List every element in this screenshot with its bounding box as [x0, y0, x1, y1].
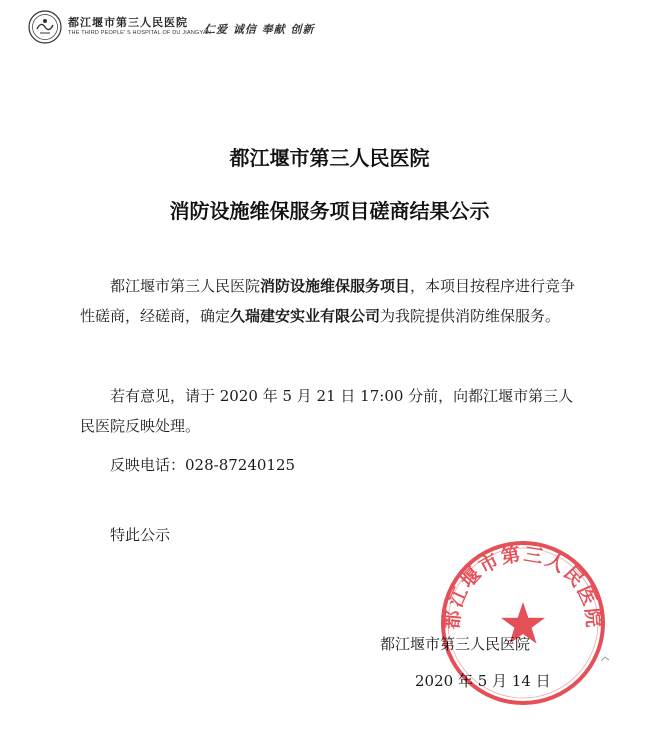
- signature-org: 都江堰市第三人民医院: [380, 635, 531, 653]
- seal-star-icon: [501, 602, 545, 644]
- paragraph-phone: 反映电话：028-87240125: [110, 456, 296, 474]
- hospital-name-en: THE THIRD PEOPLE' S HOSPITAL OF DU JIANGYAN: [68, 30, 211, 36]
- hospital-name-inline: 都江堰市第三人民医院: [110, 277, 261, 295]
- paragraph-objection: 若有意见，请于 2020 年 5 月 21 日 17:00 分前，向都江堰市第三人民医院反映处理。: [80, 387, 574, 435]
- paragraph-result-text: ，本项目按程序进行竞争性磋商，经磋商，确定: [80, 277, 576, 325]
- letterhead: [28, 8, 628, 48]
- signature-date: 2020 年 5 月 14 日: [415, 672, 551, 690]
- paragraph-closing: 特此公示: [110, 526, 171, 544]
- title-notice: 消防设施维保服务项目磋商结果公示: [169, 199, 490, 223]
- paragraph-result-end: 为我院提供消防维保服务。: [380, 307, 561, 325]
- hospital-logo-icon: [28, 10, 62, 44]
- paragraph-result: [80, 271, 580, 331]
- seal-text: 都江堰市第三人民医院: [441, 543, 605, 631]
- hospital-motto: 仁爱 诚信 奉献 创新: [204, 23, 315, 36]
- hospital-name-cn: 都江堰市第三人民医院: [68, 16, 188, 29]
- project-name: 消防设施维保服务项目: [260, 277, 411, 295]
- title-hospital: 都江堰市第三人民医院: [229, 146, 430, 170]
- official-seal: [438, 538, 608, 708]
- winning-company: 久瑞建安实业有限公司: [230, 307, 381, 325]
